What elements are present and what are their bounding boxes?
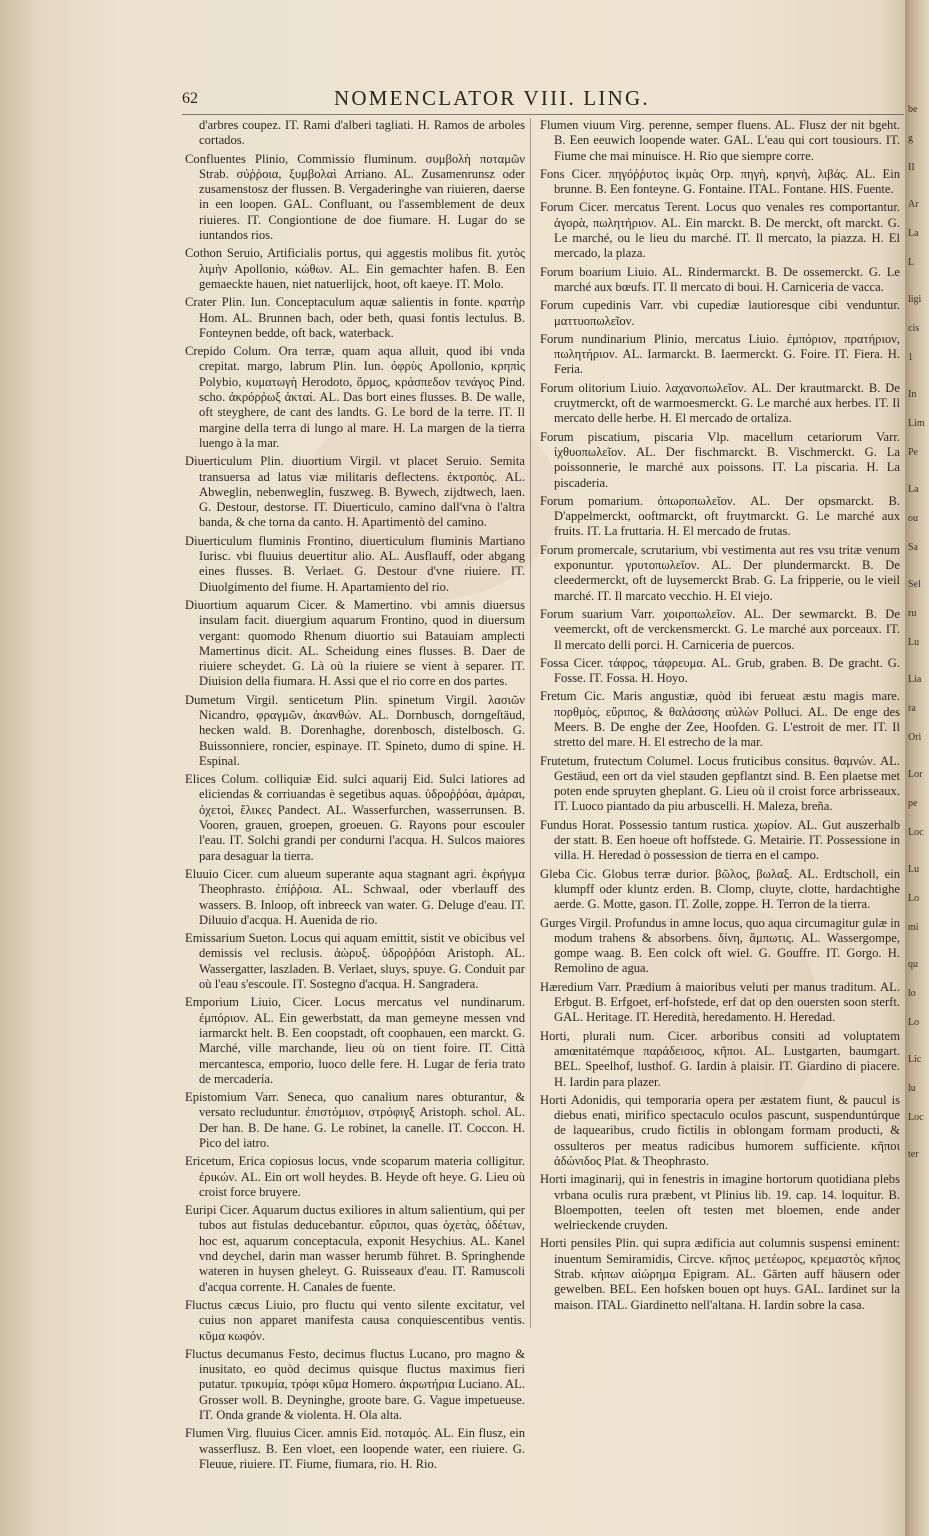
dictionary-entry: Forum promercale, scrutarium, vbi vestimenta aut res vsu tritæ venum exponuntur. γρυτοπωλεῖον. AL. Der plundermarckt. B. De cleedermerckt, oft de luysemerckt Brab. G. La fripperie, ou le vieil marché. IT. Il marcato vecchio. H. El viejo. (540, 542, 900, 603)
dictionary-entry: Fundus Horat. Possessio tantum rustica. χωρίον. AL. Gut auszerhalb der statt. B. Een hoeue oft hoffstede. G. Metairie. IT. Possessione in villa. H. Heredad ò possession de tierra en el campo. (540, 817, 900, 863)
dictionary-entry: Forum boarium Liuio. AL. Rindermarckt. B. De ossemerckt. G. Le marché aux bœufs. IT. Il mercato di boui. H. Carniceria de vacca. (540, 264, 900, 294)
margin-fragment: La (908, 484, 919, 495)
margin-fragment: ter (908, 1149, 919, 1160)
dictionary-entry: Forum nundinarium Plinio, mercatus Liuio. ἐμπόριον, πρατήριον, πωλητήριον. AL. Iarmarckt. B. Iaermerckt. G. Foire. IT. Fiera. H. Feria. (540, 331, 900, 377)
dictionary-entry: Elices Colum. colliquiæ Eid. sulci aquarij Eid. Sulci latiores ad eliciendas & corriuandas è segetibus aquas. ὑδροῤῥόαι, ἀμάραι, ὀχετοὶ, ἕλικες Pandect. AL. Wasserfurchen, wasserrunsen. B. Vooren, grauen, groepen, groeuen. G. Rayons pour escouler l'eau. IT. Solchi grandi per condurni l'acqua. H. Sulcos maiores para desaguar la tierra. (185, 772, 525, 863)
dictionary-entry: Flumen viuum Virg. perenne, semper fluens. AL. Flusz der nit bgeht. B. Een eeuwich loopende water. GAL. L'eau qui cort tousiours. IT. Fiume che mai minuisce. H. Rio que siempre corre. (540, 118, 900, 163)
dictionary-entry: Cothon Seruio, Artificialis portus, qui aggestis molibus fit. χυτὸς λιμὴν Apollonio, κώθων. AL. Ein gemachter hafen. B. Een gemaeckte hauen, niet natuerlijck, hoot, oft kaeye. IT. Molo. (185, 246, 525, 291)
margin-fragment: ru (908, 608, 917, 619)
dictionary-entry: Fossa Cicer. τάφρος, τάφρευμα. AL. Grub, graben. B. De gracht. G. Fosse. IT. Fossa. H. Hoyo. (540, 655, 900, 686)
margin-fragment: be (908, 104, 918, 115)
margin-fragment: Lim (908, 418, 925, 429)
margin-fragment: qu (908, 959, 918, 970)
margin-fragment: Lu (908, 637, 920, 648)
margin-fragment: Loc (908, 827, 924, 838)
dictionary-entry: Flumen Virg. fluuius Cicer. amnis Eid. ποταμός. AL. Ein flusz, ein wasserflusz. B. Een vloet, een loopende water, een riuiere. G. Fleuue, riuiere. IT. Fiume, fiumara, rio. H. Rio. (185, 1426, 525, 1471)
margin-fragment: lo (908, 988, 916, 999)
margin-fragment: cis (908, 323, 920, 334)
margin-fragment: Lic (908, 1054, 922, 1065)
dictionary-entry: Diuortium aquarum Cicer. & Mamertino. vbi amnis diuersus insulam facit. diuergium aquarum Frontino, quod in diuersum vergant: quomodo Rhenum diuortio sui Batauiam amplecti Mamertinus dicit. AL. Scheidung eines flusses. B. Daer de riuiere scheydet. G. Là où la riuiere se vient à separer. IT. Diuision della fiumara. H. Assi que el rio corre en dos partes. (185, 597, 525, 689)
dictionary-entry: Fons Cicer. πηγόῤῥυτος ἰκμὰς Orp. πηγὴ, κρηνὴ, λιβάς. AL. Ein brunne. B. Een fonteyne. G. Fontaine. ITAL. Fontane. HIS. Fuente. (540, 166, 900, 197)
margin-fragment: Lor (908, 769, 923, 780)
right-column (540, 118, 900, 1316)
margin-fragment: Sel (908, 579, 921, 590)
margin-fragment: L (908, 257, 915, 268)
margin-fragment: Lu (908, 864, 920, 875)
margin-fragment: Lo (908, 1017, 920, 1028)
dictionary-entry: Horti imaginarij, qui in fenestris in imagine hortorum quotidiana plebs vrbana oculis rura præbent, vt Plinius lib. 19. cap. 14. loquitur. B. Bloempotten, teelen oft testen met bloemen, ende ander welrieckende cruyden. (540, 1172, 900, 1233)
dictionary-entry: Epistomium Varr. Seneca, quo canalium nares obturantur, & versato recluduntur. ἐπιστόμιον, στρόφιγξ Aristoph. schol. AL. Der han. B. De hane. G. Le robinet, la canelle. IT. Coccon. H. Pico del iatro. (185, 1090, 525, 1150)
margin-fragment: Lo (908, 893, 920, 904)
margin-fragment: La (908, 228, 919, 239)
running-head (182, 84, 742, 118)
margin-fragment: lu (908, 1083, 916, 1094)
dictionary-entry: Forum suarium Varr. χοιροπωλεῖον. AL. Der sewmarckt. B. De veemerckt, oft de verckensmerckt. G. Le marché aux porceaux. IT. Il mercato delli porci. H. Carniceria de puercos. (540, 606, 900, 652)
margin-fragment: Sa (908, 542, 918, 553)
margin-fragment: mi (908, 922, 919, 933)
dictionary-entry: Horti, plurali num. Cicer. arboribus consiti ad voluptatem amœnitatémque παράδεισος, κῆποι. AL. Lustgarten, baumgart. BEL. Speelhof, lusthof. G. Iardin à plaisir. IT. Giardino di piacere. H. Iardin para plazer. (540, 1028, 900, 1089)
margin-fragment: 1 (908, 352, 913, 363)
dictionary-entry: Euripi Cicer. Aquarum ductus exiliores in altum salientium, qui per tubos aut fistulas deducebantur. εὔριποι, quas ὀχετὰς, ὀδέτων, hoc est, aquarum conceptacula, exponit Hesychius. AL. Kanel vnd deychel, darin man wasser herumb führet. B. Springhende wateren in huysen gheleyt. G. Ruisseaux d'eau. IT. Ramuscoli d'acqua corrente. H. Canales de fuente. (185, 1203, 525, 1294)
dictionary-entry: d'arbres coupez. IT. Rami d'alberi tagliati. H. Ramos de arboles cortados. (199, 118, 525, 148)
margin-fragment: Lia (908, 674, 922, 685)
dictionary-entry: Forum pomarium. ὀπωροπωλεῖον. AL. Der opsmarckt. B. D'appelmerckt, ooftmarckt, oft fruytmarckt. G. Le marché aux fruits. IT. La fruttaria. H. El mercado de frutas. (540, 493, 900, 539)
dictionary-entry: Forum Cicer. mercatus Terent. Locus quo venales res comportantur. ἀγορὰ, πωλητήριον. AL. Ein marckt. B. De merckt, oft marckt. G. Le marché, ou le lieu du marché. IT. Il mercato, la piazza. H. El mercado, la plaza. (540, 200, 900, 261)
margin-fragment: Loc (908, 1112, 924, 1123)
dictionary-entry: Crepido Colum. Ora terræ, quam aqua alluit, quod ibi vnda crepitat. margo, labrum Plin. Iun. ὀφρὺς Apollonio, κρηπὶς Polybio, κυματωγὴ Herodoto, ὅρμος, κράσπεδον τενάγος Pind. scho. ἀκρόρῤωξ ἀκταί. AL. Das bort eines flusses. B. De walle, oft steyghere, de cant des landts. G. Le bord de la terre. IT. Il margine della terra di lungo al mare. H. La margen de la tierra luengo à la mar. (185, 344, 525, 450)
margin-fragment: Ar (908, 199, 919, 210)
dictionary-entry: Diuerticulum fluminis Frontino, diuerticulum fluminis Martiano Iurisc. vbi fluuius deuertitur alio. AL. Ausflauff, oder abgang eines flusses. B. Verlaet. G. Destour d'vne riuiere. IT. Diuolgimento del fiume. H. Apartamiento del rio. (185, 533, 525, 594)
dictionary-entry: Fluctus decumanus Festo, decimus fluctus Lucano, pro magno & inusitato, eo quòd decimus quisque fluctus maximus fieri putatur. τρικυμία, τρόφι κῦμα Homero. ἀκρωτήρια Luciano. AL. Grosser woll. B. Deyninghe, groote bare. G. Vague impetueuse. IT. Onda grande & violenta. H. Ola alta. (185, 1346, 525, 1423)
dictionary-entry: Forum cupedinis Varr. vbi cupediæ lautioresque cibi venduntur. ματτυοπωλεῖον. (540, 298, 900, 328)
dictionary-entry: Forum piscatium, piscaria Vlp. macellum cetariorum Varr. ἰχθυοπωλεῖον. AL. Der fischmarckt. B. Vischmerckt. G. La poissonnerie, le marché aux poissons. IT. La piscaria. H. La piscaderia. (540, 429, 900, 490)
dictionary-entry: Ericetum, Erica copiosus locus, vnde scoparum materia colligitur. ἐρικών. AL. Ein ort woll heydes. B. Heyde oft heye. G. Lieu où croist force bruyere. (185, 1154, 525, 1199)
dictionary-entry: Eluuio Cicer. cum alueum superante aqua stagnant agri. ἐκρήγμα Theophrasto. ἐπίῤῥοια. AL. Schwaal, oder vberlauff des wassers. B. Inloop, oft inbreeck van water. G. Deluge d'eau. IT. Diluuio d'acqua. H. Auenida de rio. (185, 866, 525, 927)
page-number: 62 (182, 90, 198, 107)
margin-fragment: II (908, 162, 915, 173)
margin-fragment: ou (908, 513, 918, 524)
header-rule (182, 114, 904, 115)
dictionary-entry: Diuerticulum Plin. diuortium Virgil. vt placet Seruio. Semita transuersa ad latus viæ militaris deflectens. ἐκτροπὸς. AL. Abweglin, nebenweglin, fuszweg. B. Bywech, zijdtwech, laen. G. Destour, destorse. IT. Diuerticulo, camino dall'vna ò l'altra banda, & che torna da canto. H. Apartimentò del camino. (185, 454, 525, 530)
margin-fragment: ra (908, 703, 916, 714)
dictionary-entry: Fretum Cic. Maris angustiæ, quòd ibi ferueat æstu magis mare. πορθμὸς, εὔριπος, & θαλάσσης αὐλὼν Polluci. AL. De enge des Meers. B. De enghe der Zee, Hoofden. G. L'estroit de mer. IT. Il stretto del mare. H. El estrecho de la mar. (540, 689, 900, 750)
dictionary-entry: Forum olitorium Liuio. λαχανοπωλεῖον. AL. Der krautmarckt. B. De cruytmerckt, oft de warmoesmerckt. G. Le marché aux herbes. IT. Il mercato delle herbe. H. El mercado de ortaliza. (540, 380, 900, 426)
margin-fragment: Pe (908, 447, 918, 458)
dictionary-entry: Gleba Cic. Globus terræ durior. βῶλος, βωλαξ. AL. Erdtscholl, ein klumpff oder kluntz erden. B. Clomp, cluyte, clotte, hardachtighe aerde. G. Motte, gason. IT. Zolle, zoppe. H. Terron de la tierra. (540, 866, 900, 912)
left-column (185, 118, 525, 1475)
dictionary-entry: Horti Adonidis, qui temporaria opera per æstatem fiunt, & paucul is diebus enati, mirifico spectaculo oculos pascunt, suspenduntúrque de laquearibus, crudo fictilis in oblongam formam producti, & ossulteros per meatus radicibus humorem sufficiente. κῆποι ἀδώνιδος Plat. & Theophrasto. (540, 1092, 900, 1168)
page-title: NOMENCLATOR VIII. LING. (334, 86, 650, 110)
dictionary-entry: Frutetum, frutectum Columel. Locus fruticibus consitus. θαμνών. AL. Gestäud, een ort da viel stauden gepflantzt sind. B. Een plaetse met poten ende spruyten gheplant. G. Lieu où il croist force arbrisseaux. IT. Luoco piantado da piu arbuscelli. H. Maleza, breña. (540, 753, 900, 814)
dictionary-entry: Crater Plin. Iun. Conceptaculum aquæ salientis in fonte. κρατὴρ Hom. AL. Brunnen bach, oder beth, quasi fontis lectulus. B. Fonteynen bedde, oft back, waterback. (185, 295, 525, 340)
dictionary-entry: Confluentes Plinio, Commissio fluminum. συμβολὴ ποταμῶν Strab. σύῤῥοια, ξυμβολαὶ Arriano. AL. Zusamenrunsz oder zusamenstosz der flussen. B. Vergaderinghe van riuieren, daerse in een loopen. GAL. Confluant, ou l'assemblement de deux riuieres. IT. Congiontione de doe fiumare. H. Lugar do se iuntandos rios. (185, 151, 525, 243)
dictionary-entry: Fluctus cæcus Liuio, pro fluctu qui vento silente excitatur, vel cuius non apparet manifesta causa conquiescentibus ventis. κῦμα κωφόν. (185, 1297, 525, 1343)
dictionary-entry: Gurges Virgil. Profundus in amne locus, quo aqua circumagitur gulæ in modum trahens & absorbens. δίνη, ἄμπωτις. AL. Wassergompe, gompe waag. B. Een colck oft wiel. G. Gouffre. IT. Gorgo. H. Remolino de agua. (540, 915, 900, 976)
margin-fragment: In (908, 389, 917, 400)
margin-fragment: pe (908, 798, 918, 809)
dictionary-entry: Horti pensiles Plin. qui supra ædificia aut columnis suspensi eminent: inuentum Semiramidis, Circve. κῆπος μετέωρος, κρεμαστὸς κῆπος Strab. κήπων αἰώρημα Epigram. AL. Gärten auff häusern oder gewelben. BEL. Een hofsken bouen opt huys. GAL. Iardinet sur la maison. ITAL. Giardinetto nell'altana. H. Iardin sobre la casa. (540, 1236, 900, 1312)
dictionary-entry: Hæredium Varr. Prædium à maioribus veluti per manus traditum. AL. Erbgut. B. Erfgoet, erf-hofstede, erf dat op den ouersten soon sterft. GAL. Heritage. IT. Heredità, heredamento. H. Heredad. (540, 979, 900, 1025)
facing-page-fragments (908, 80, 929, 1480)
column-divider (530, 118, 531, 1328)
dictionary-entry: Emissarium Sueton. Locus qui aquam emittit, sistit ve obicibus vel demissis vel reclusis. ἀὡρυξ. ὑδροῤῥόαι Aristoph. AL. Wassergatter, laszladen. B. Verlaet, sluys, spuye. G. Conduit par où l'eau s'escoule. IT. Sostegno d'acqua. H. Sangradera. (185, 931, 525, 992)
margin-fragment: ligi (908, 294, 922, 305)
dictionary-entry: Emporium Liuio, Cicer. Locus mercatus vel nundinarum. ἐμπόριον. AL. Ein gewerbstatt, da man gemeyne messen vnd iarmarckt helt. B. Een coopstadt, oft coophauen, een marckt. G. Marché, ville marchande, lieu où on tient foire. IT. Città mercantesca, emporio, luoco delle fere. H. Lugar de feria trato de mercadería. (185, 995, 525, 1086)
margin-fragment: Ori (908, 732, 922, 743)
margin-fragment: g (908, 133, 913, 144)
dictionary-entry: Dumetum Virgil. senticetum Plin. spinetum Virgil. λασιῶν Nicandro, φραγμῶν, ἀκανθών. AL. Dornbusch, dorngeſtäud, hecken wald. B. Dorenhaghe, dorenbosch, distelbosch. G. Buissonniere, roncier, espinaye. IT. Spineto, dumo di spine. H. Espinal. (185, 692, 525, 768)
